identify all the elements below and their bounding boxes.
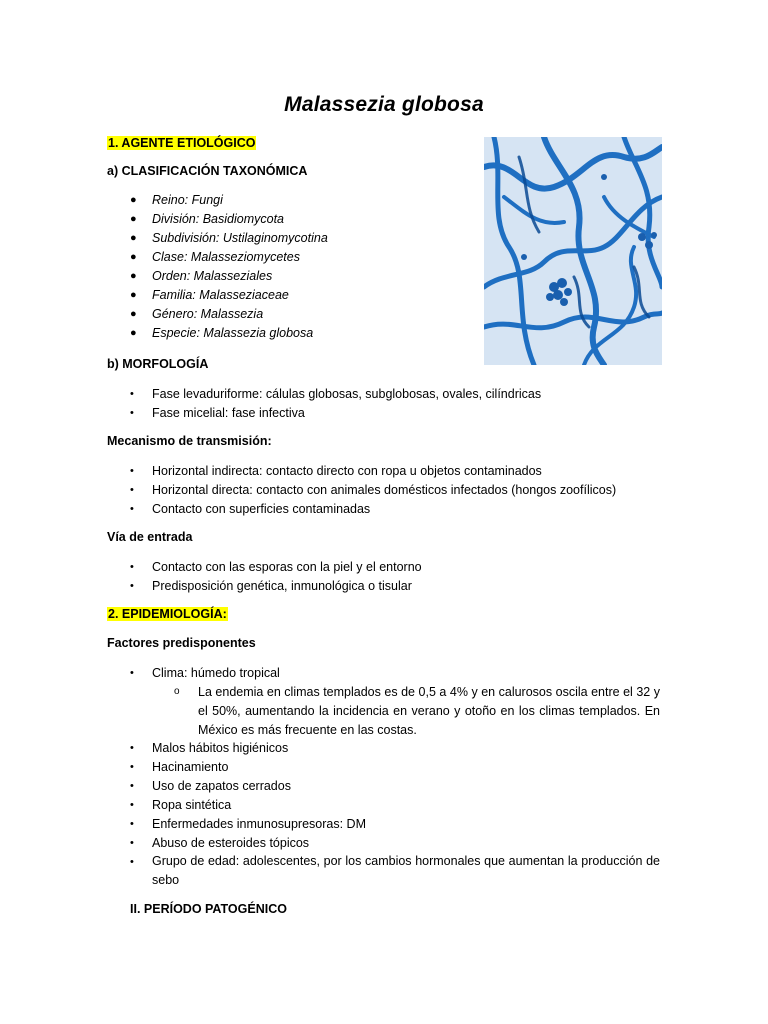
section-heading-periodo: II. PERÍODO PATOGÉNICO — [130, 902, 287, 916]
micrograph-image — [484, 137, 662, 365]
list-item: Clase: Malasseziomycetes — [152, 250, 300, 264]
section-heading-agente — [107, 136, 256, 150]
bullet-icon: ● — [130, 270, 137, 282]
bullet-icon: • — [130, 742, 134, 754]
bullet-icon: ● — [130, 194, 137, 206]
bullet-icon: • — [130, 780, 134, 792]
list-item: Horizontal directa: contacto con animales domésticos infectados (hongos zoofílicos) — [152, 483, 617, 497]
list-item: Malos hábitos higiénicos — [152, 741, 289, 755]
bullet-icon: ● — [130, 232, 137, 244]
section-heading-epidemiologia-text: 2. EPIDEMIOLOGÍA: — [108, 607, 227, 621]
subheading-taxonomy: a) CLASIFICACIÓN TAXONÓMICA — [107, 164, 308, 178]
bullet-icon: • — [130, 388, 134, 400]
list-item: Hacinamiento — [152, 760, 229, 774]
list-item: Orden: Malasseziales — [152, 269, 273, 283]
bullet-icon: ● — [130, 213, 137, 225]
bullet-icon: • — [130, 799, 134, 811]
list-item-climate: Clima: húmedo tropical — [152, 666, 280, 680]
bullet-icon: ● — [130, 308, 137, 320]
subheading-factors: Factores predisponentes — [107, 636, 256, 650]
list-item: Subdivisión: Ustilaginomycotina — [152, 231, 328, 245]
list-item: Contacto con superficies contaminadas — [152, 502, 371, 516]
subheading-transmission: Mecanismo de transmisión: — [107, 434, 272, 448]
bullet-icon: • — [130, 667, 134, 679]
section-heading-epidemiologia — [107, 607, 228, 621]
list-item: Enfermedades inmunosupresoras: DM — [152, 817, 366, 831]
bullet-icon: • — [130, 407, 134, 419]
list-item: Ropa sintética — [152, 798, 232, 812]
bullet-icon: • — [130, 465, 134, 477]
list-item: Fase micelial: fase infectiva — [152, 406, 305, 420]
bullet-icon: • — [130, 837, 134, 849]
bullet-icon: • — [130, 561, 134, 573]
bullet-icon: ● — [130, 327, 137, 339]
subheading-entry: Vía de entrada — [107, 530, 193, 544]
circle-bullet-icon: o — [174, 686, 180, 697]
list-item: Género: Malassezia — [152, 307, 264, 321]
list-item: Abuso de esteroides tópicos — [152, 836, 310, 850]
bullet-icon: ● — [130, 289, 137, 301]
section-heading-agente-text: 1. AGENTE ETIOLÓGICO — [108, 136, 256, 150]
list-item: Reino: Fungi — [152, 193, 223, 207]
list-item: Especie: Malassezia globosa — [152, 326, 314, 340]
bullet-icon: • — [130, 580, 134, 592]
list-item: Contacto con las esporas con la piel y el entorno — [152, 560, 422, 574]
climate-note: La endemia en climas templados es de 0,5 a 4% y en calurosos oscila entre el 32 y el 50%, aumentando la incidencia en verano y otoño en los climas templados. En México es más frecuente en las costas. — [198, 685, 660, 737]
bullet-icon: • — [130, 503, 134, 515]
bullet-icon: • — [130, 484, 134, 496]
list-item: Fase levaduriforme: cálulas globosas, subglobosas, ovales, cilíndricas — [152, 387, 542, 401]
subheading-morphology: b) MORFOLOGÍA — [107, 357, 209, 371]
bullet-icon: • — [130, 761, 134, 773]
list-item: Horizontal indirecta: contacto directo con ropa u objetos contaminados — [152, 464, 542, 478]
list-item: División: Basidiomycota — [152, 212, 284, 226]
list-item-age-group: Grupo de edad: adolescentes, por los cambios hormonales que aumentan la producción de sebo — [152, 854, 660, 887]
list-item: Familia: Malasseziaceae — [152, 288, 289, 302]
list-item: Predisposición genética, inmunológica o tisular — [152, 579, 412, 593]
bullet-icon: ● — [130, 251, 137, 263]
page-title: Malassezia globosa — [284, 93, 484, 116]
list-item: Uso de zapatos cerrados — [152, 779, 291, 793]
bullet-icon: • — [130, 856, 134, 868]
bullet-icon: • — [130, 818, 134, 830]
